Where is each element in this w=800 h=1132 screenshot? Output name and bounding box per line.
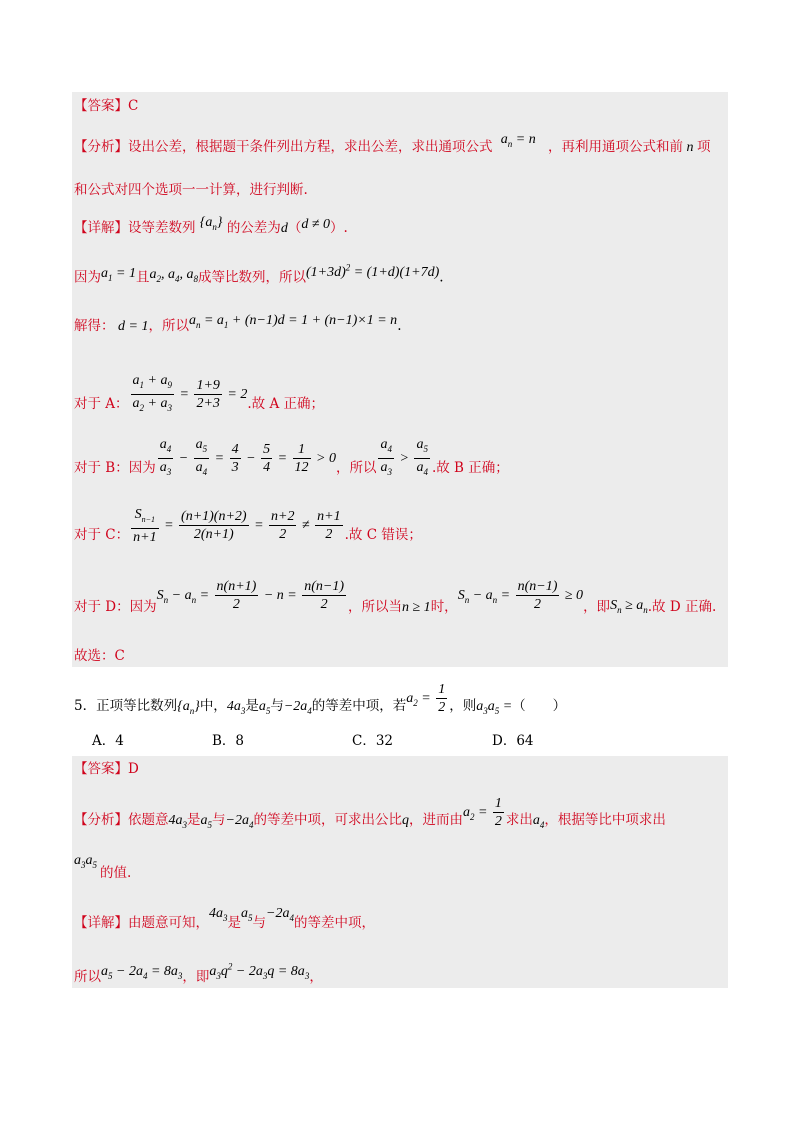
text: ，根据等比中项求出: [544, 811, 666, 828]
formula-b-conclusion: $\frac{a_4}{a_3}$ > $\frac{a_5}{a_4}$: [380, 437, 428, 477]
formula-sequence-an: $\{a_n\}$: [199, 215, 223, 232]
text: 对于 D：因为: [74, 598, 157, 615]
formula-option-b: $\frac{a_4}{a_3}$ − $\frac{a_5}{a_4}$ = $\frac{4}{3}$ − $\frac{5}{4}$ = $\frac{1}{12}$ > 0: [159, 437, 336, 477]
formula-option-a: $\frac{a_1 + a_9}{a_2 + a_3}$ = $\frac{1+9}{2+3}$ = 2: [132, 373, 248, 413]
text: .故 A 正确；: [247, 395, 324, 412]
formula-neg2a4: $-2a_4$: [225, 812, 254, 830]
q5-solution-background: [72, 756, 728, 988]
q5-detail-line: [74, 905, 375, 930]
formula-a5: $a_5$: [241, 906, 253, 923]
text: 因为: [74, 269, 101, 286]
text: 对于 A：: [74, 395, 129, 412]
text: 与: [252, 915, 266, 931]
text: .故 B 正确；: [431, 459, 509, 476]
option-d-label: D．64: [492, 733, 534, 749]
option-a-label: A．4: [92, 733, 124, 749]
q4-analysis-line1: [74, 132, 711, 162]
text: 是: [245, 697, 259, 714]
formula-a3a5: $a_3a_5$: [74, 853, 97, 870]
q4-because-line: 因为$a_1 = 1$且$a_2$, $a_4$, $a_8$成等比数列，所以$(1+3d)^2 = (1+d)(1+7d)$.: [74, 262, 444, 286]
q5-answer: [74, 759, 139, 779]
formula-q-equation: $a_3q^2 - 2a_3q = 8a_3$: [209, 961, 310, 981]
text: 解得：: [74, 318, 115, 334]
text: 是: [227, 915, 241, 931]
q4-answer: [74, 96, 138, 116]
var-n: n: [683, 140, 698, 155]
text: ，则: [449, 697, 477, 714]
formula-4a3: $4a_3$: [226, 698, 246, 716]
text: 的值.: [100, 865, 132, 881]
text: 时，: [430, 598, 458, 615]
option-a[interactable]: [92, 729, 124, 749]
formula-general-term: $a_n = a_1 + (n-1)d = 1 + (n-1)\times 1 = n$: [188, 313, 398, 330]
text: 中，: [199, 697, 227, 714]
option-c-label: C．32: [352, 733, 394, 749]
formula-n-geq-1: n ≥ 1: [402, 599, 431, 615]
text: 的等差中项，若: [311, 697, 407, 714]
formula-a1-eq-1: $a_1 = 1$: [101, 265, 136, 283]
formula-d-eq-1: d = 1: [114, 319, 149, 334]
text: 和公式对四个选项一一计算，进行判断.: [74, 182, 308, 198]
formula-an-eq-n: $a_n = n$: [500, 132, 536, 149]
q4-option-a-line: [74, 372, 324, 417]
text: 【详解】由题意可知，: [74, 915, 209, 931]
formula-sn-geq-an: $S_n \ge a_n$: [610, 597, 648, 615]
option-b[interactable]: [212, 729, 244, 749]
q4-option-b-line: [74, 436, 509, 481]
answer-text: 【答案】C: [74, 98, 139, 114]
text: 与: [270, 697, 284, 714]
formula-a2-half: $a_2$ = $\frac{1}{2}$: [462, 796, 502, 829]
option-c[interactable]: [352, 729, 393, 749]
text: （ ）: [512, 697, 567, 714]
text: 5．正项等比数列: [74, 697, 178, 714]
text: .故 C 错误；: [344, 527, 422, 544]
text: ）.: [330, 220, 348, 236]
text: 故选：C: [74, 648, 125, 664]
text: 求出: [505, 811, 533, 828]
formula-a2-half: $a_2$ = $\frac{1}{2}$: [406, 682, 446, 715]
formula-4a3: $4a_3$: [168, 812, 187, 830]
q5-stem: [74, 681, 566, 716]
text: ，所以: [335, 459, 377, 476]
formula-4a3: $4a_3$: [209, 906, 228, 923]
text: （: [287, 220, 302, 236]
q5-analysis-line3: [74, 863, 132, 883]
q4-analysis-line2: [74, 180, 308, 200]
var-q: q: [401, 812, 409, 828]
formula-option-c: $\frac{S_{n-1}}{n+1}$ = $\frac{(n+1)(n+2)}{2(n+1)}$ = $\frac{n+2}{2}$ ≠ $\frac{n+1}{2}$: [133, 507, 341, 545]
option-b-label: B．8: [212, 733, 245, 749]
q5-so-line: [74, 956, 323, 985]
formula-d-neq-0: d ≠ 0: [301, 217, 330, 232]
formula-geometric-condition: $(1+3d)^2 = (1+d)(1+7d)$: [305, 262, 440, 280]
q5-analysis-line1: [74, 795, 666, 830]
formula-a5: $a_5$: [258, 698, 271, 716]
q4-option-c-line: [74, 506, 422, 546]
text: ，即: [182, 968, 210, 985]
option-d[interactable]: [492, 729, 534, 749]
q4-choose: [74, 646, 125, 666]
q4-detail-line: [74, 215, 348, 243]
formula-neg2a4: $-2a_4$: [283, 698, 312, 716]
text: 所以: [74, 968, 101, 985]
text: 对于 C：: [74, 527, 130, 544]
formula-d-inequality: $S_n - a_n$ = $\frac{n(n-1)}{2}$ ≥ 0: [457, 579, 584, 612]
text: 是: [187, 811, 201, 828]
text: 的等差中项，可求出公比: [253, 811, 402, 828]
text: ，再利用通项公式和前: [548, 139, 684, 155]
text: 【分析】依题意: [74, 811, 169, 828]
text: 对于 B：因为: [74, 459, 156, 476]
formula-a2-a4-a8: $a_2$, $a_4$, $a_8$: [149, 266, 198, 284]
text: ，进而由: [408, 811, 463, 828]
formula-a3a5: $a_3a_5$ =: [476, 698, 513, 716]
q4-option-d-line: [74, 578, 716, 613]
text: 【分析】设出公差，根据题干条件列出方程，求出公差，求出通项公式: [74, 139, 493, 155]
var-d: d: [280, 221, 288, 236]
formula-a4: $a_4$: [532, 812, 545, 830]
formula-option-d: $S_n - a_n$ = $\frac{n(n+1)}{2}$ − n = $\frac{n(n-1)}{2}$: [156, 579, 344, 612]
text: 成等比数列，所以: [197, 269, 306, 286]
text: 【详解】设等差数列: [74, 220, 196, 236]
text: 与: [212, 811, 226, 828]
q4-solve-line: 解得： d = 1，所以$a_n = a_1 + (n-1)d = 1 + (n-1)\times 1 = n$.: [74, 313, 402, 334]
formula-neg2a4: $-2a_4$: [266, 906, 294, 923]
formula-a5-2a4-8a3: $a_5 - 2a_4 = 8a_3$: [101, 963, 183, 981]
answer-text: 【答案】D: [74, 761, 139, 777]
formula-an-seq: $\{a_n\}$: [177, 698, 200, 716]
formula-a5: $a_5$: [200, 812, 212, 830]
text: ，即: [583, 598, 611, 615]
text: 的公差为: [226, 220, 281, 236]
text: .故 D 正确.: [647, 598, 717, 615]
text: ，: [309, 968, 323, 985]
text: ，所以: [148, 318, 189, 334]
text: 且: [135, 269, 150, 286]
text: 项: [697, 139, 711, 155]
text: ，所以当: [348, 598, 402, 615]
text: 的等差中项，: [293, 915, 375, 931]
